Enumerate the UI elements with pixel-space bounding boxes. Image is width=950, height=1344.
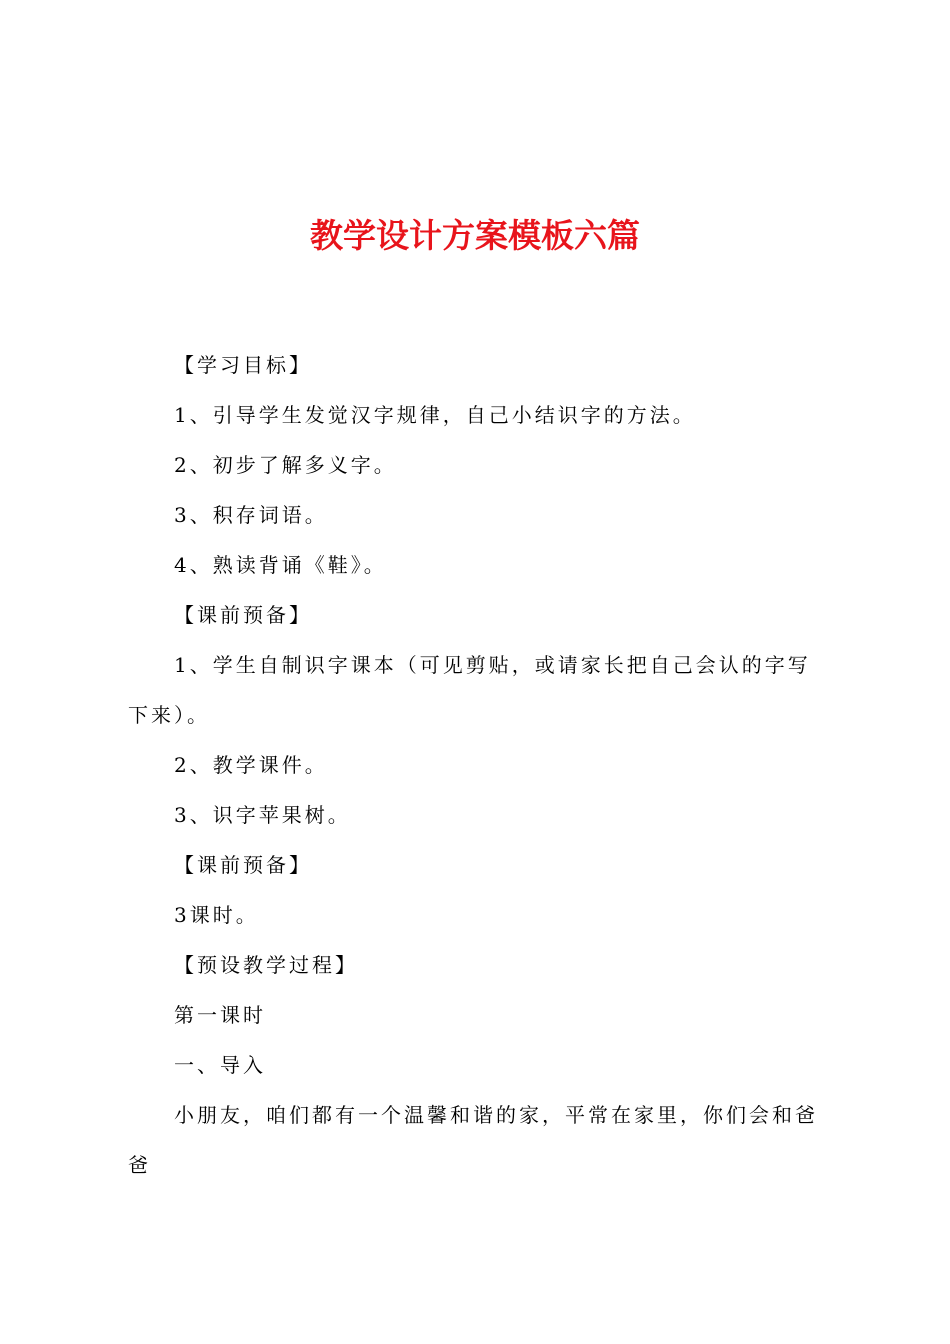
- section-heading-process: 【预设教学过程】: [174, 953, 358, 977]
- section-heading-learning-goals: 【学习目标】: [174, 353, 312, 377]
- list-item: 2、教学课件。: [174, 753, 328, 777]
- list-item: 1、学生自制识字课本（可见剪贴，或请家长把自己会认的字写下来）。: [128, 653, 811, 727]
- paragraph: 小朋友，咱们都有一个温馨和谐的家，平常在家里，你们会和爸爸: [128, 1103, 818, 1177]
- list-item: 3、积存词语。: [174, 503, 328, 527]
- subheading-introduction: 一、导入: [174, 1053, 266, 1077]
- document-title: 教学设计方案模板六篇: [310, 216, 640, 255]
- list-item: 3、识字苹果树。: [174, 803, 351, 827]
- list-item: 2、初步了解多义字。: [174, 453, 397, 477]
- section-heading-preparation: 【课前预备】: [174, 603, 312, 627]
- subheading-first-lesson: 第一课时: [174, 1003, 266, 1027]
- list-item: 1、引导学生发觉汉字规律，自己小结识字的方法。: [174, 403, 696, 427]
- list-item: 4、熟读背诵《鞋》。: [174, 553, 387, 577]
- section-heading-preparation-2: 【课前预备】: [174, 853, 312, 877]
- paragraph: 3课时。: [174, 903, 259, 927]
- document-body: [128, 340, 833, 1190]
